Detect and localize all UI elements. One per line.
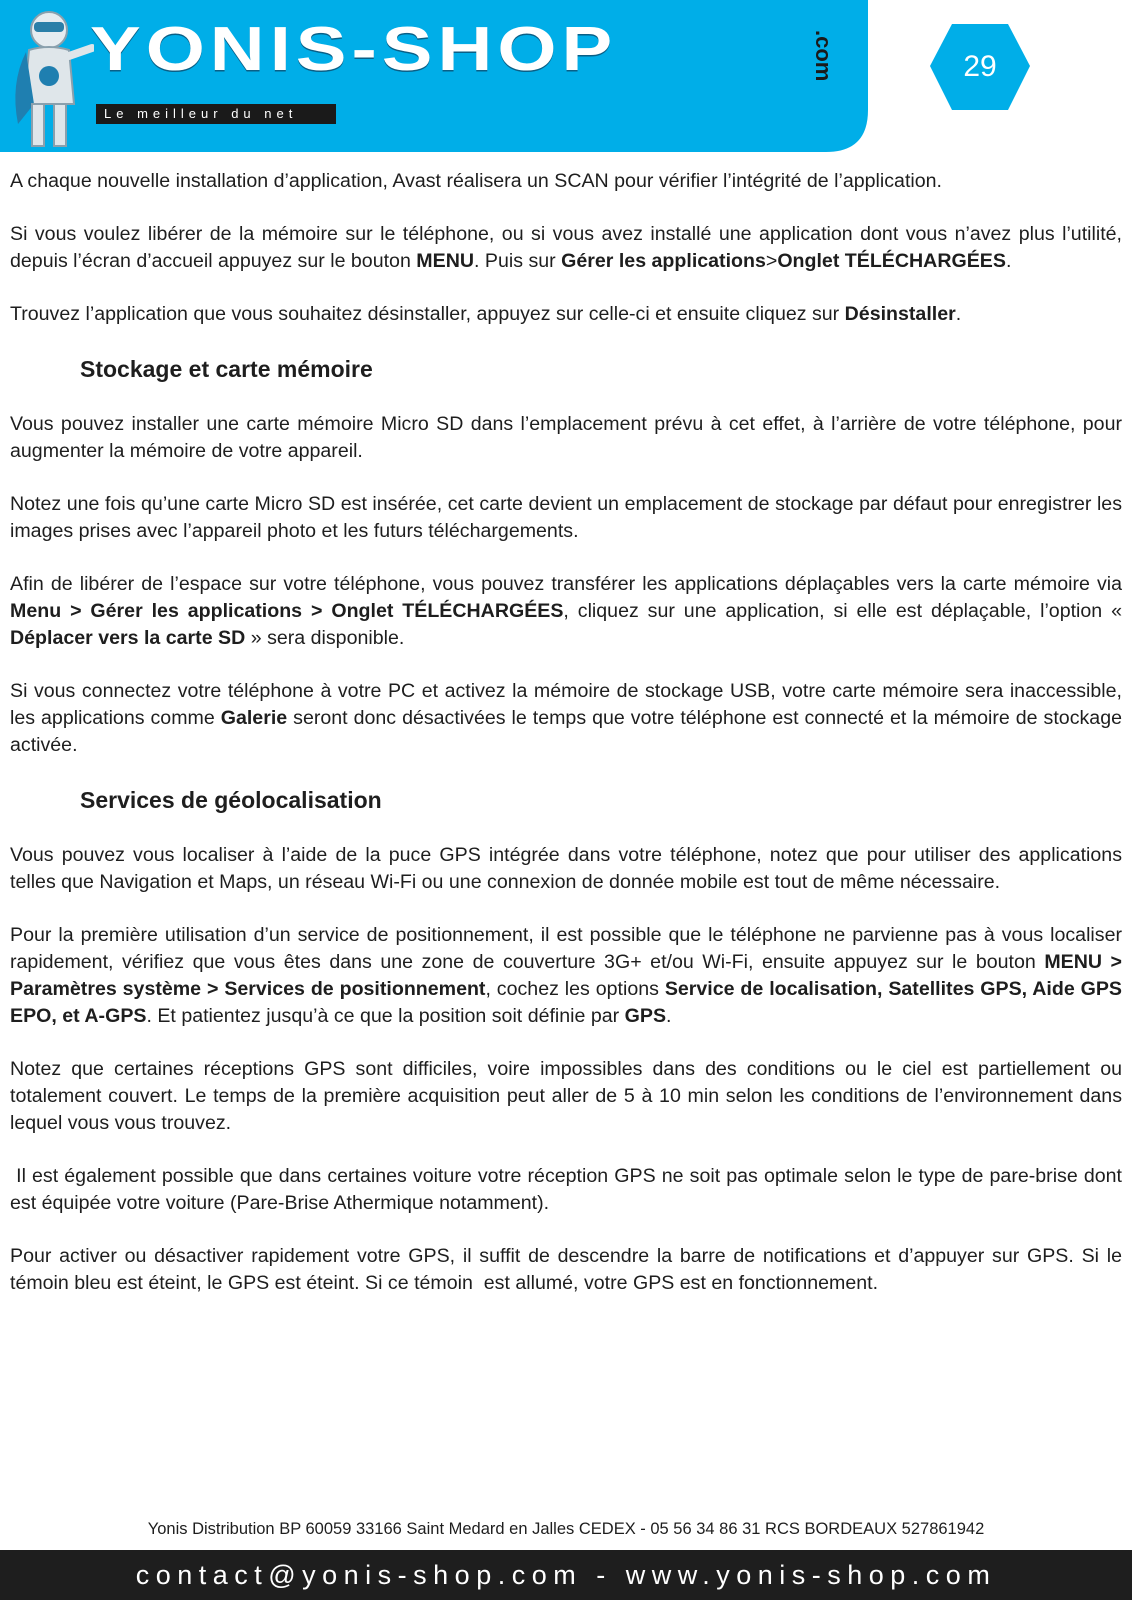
bold-text: MENU [416, 250, 474, 272]
paragraph-text: . [666, 1005, 672, 1027]
bold-text: Onglet TÉLÉCHARGÉES [777, 250, 1006, 272]
section-heading: Services de géolocalisation [80, 787, 382, 813]
paragraph [10, 168, 1122, 195]
bold-text: Déplacer vers la carte SD [10, 627, 246, 649]
paragraph [10, 842, 1122, 896]
brand-logo-text: YONIS-SHOP [90, 14, 618, 84]
paragraph-text: Si vous voulez libérer de la mémoire sur le téléphone, ou si vous avez installé une application dont vous n’avez plus l’utilité, depuis l’écran d’accueil appuyez sur le bouton [10, 223, 1122, 272]
paragraph-text: A chaque nouvelle installation d’application, Avast réalisera un SCAN pour vérifier l’intégrité de l’application. [10, 170, 942, 192]
bold-text: Désinstaller [844, 303, 956, 325]
paragraph-text: , cliquez sur une application, si elle est déplaçable, l’option « [563, 600, 1122, 622]
paragraph-text: Vous pouvez installer une carte mémoire Micro SD dans l’emplacement prévu à cet effet, à l’arrière de votre téléphone, pour augmenter la mémoire de votre appareil. [10, 413, 1122, 462]
bold-text: GPS [624, 1005, 667, 1027]
paragraph-text: Notez que certaines réceptions GPS sont difficiles, voire impossibles dans des conditions ou le ciel est partiellement ou totalement couvert. Le temps de la première acquisition peut aller de 5 à 10 min selon les conditions de l’environnement dans lequel vous vous trouvez. [10, 1058, 1122, 1134]
paragraph-text: . Puis sur [474, 250, 562, 272]
bold-text: Menu > Gérer les applications > Onglet TÉLÉCHARGÉES [10, 600, 564, 622]
paragraph-text: Trouvez l’application que vous souhaitez désinstaller, appuyez sur celle-ci et ensuite cliquez sur [10, 303, 845, 325]
paragraph-text: . Et patientez jusqu’à ce que la position soit définie par [146, 1005, 625, 1027]
bold-text: Service de localisation, Satellites GPS, Aide GPS EPO, et A-GPS [10, 978, 1122, 1027]
paragraph-text: Vous pouvez vous localiser à l’aide de la puce GPS intégrée dans votre téléphone, notez que pour utiliser des applications telles que Navigation et Maps, un réseau Wi-Fi ou une connexion de donnée mobile est tout de même nécessaire. [10, 844, 1122, 893]
paragraph-text: Pour la première utilisation d’un service de positionnement, il est possible que le téléphone ne parvienne pas à vous localiser rapidement, vérifiez que vous êtes dans une zone de couverture 3G+ et/ou Wi-Fi, ensuite appuyez sur le bouton [10, 924, 1122, 973]
paragraph [10, 571, 1122, 652]
bold-text: Galerie [220, 707, 288, 729]
page-number: 29 [963, 50, 997, 83]
paragraph-text: . [1005, 250, 1012, 272]
brand-tagline: Le meilleur du net [96, 104, 336, 124]
paragraph [10, 678, 1122, 759]
paragraph [10, 922, 1122, 1030]
paragraph-text: > [765, 250, 778, 272]
brand-com-text: .com [811, 30, 836, 82]
footer-address: Yonis Distribution BP 60059 33166 Saint Medard en Jalles CEDEX - 05 56 34 86 31 RCS BORDEAUX 527861942 [147, 1520, 985, 1538]
paragraph [10, 411, 1122, 465]
paragraph-text: . [955, 303, 962, 325]
paragraph [10, 491, 1122, 545]
paragraph-text: Notez une fois qu’une carte Micro SD est insérée, cet carte devient un emplacement de stockage par défaut pour enregistrer les images prises avec l’appareil photo et les futurs téléchargements. [10, 493, 1122, 542]
paragraph-text: Afin de libérer de l’espace sur votre téléphone, vous pouvez transférer les applications déplaçables vers la carte mémoire via [10, 573, 1122, 595]
page-header [0, 0, 1132, 160]
bold-text: MENU > Paramètres système > Services de positionnement [10, 951, 1122, 1000]
paragraph-text: , cochez les options [485, 978, 665, 1000]
paragraph-text: Pour activer ou désactiver rapidement votre GPS, il suffit de descendre la barre de notifications et d’appuyer sur GPS. Si le témoin bleu est éteint, le GPS est éteint. Si ce témoin est allumé, votre GPS est en fonctionnement. [10, 1245, 1128, 1294]
document-body [10, 168, 1128, 1323]
mascot-icon [4, 4, 94, 156]
paragraph-text: » sera disponible. [245, 627, 405, 649]
paragraph [10, 1056, 1122, 1137]
paragraph-text: Il est également possible que dans certaines voiture votre réception GPS ne soit pas optimale selon le type de pare-brise dont est équipée votre voiture (Pare-Brise Athermique notamment). [10, 1165, 1128, 1214]
paragraph [10, 1163, 1128, 1217]
paragraph [10, 301, 1122, 328]
paragraph [10, 221, 1122, 275]
paragraph [10, 1243, 1128, 1297]
footer-contact-bar [0, 1550, 1132, 1600]
footer-contact-text: contact@yonis-shop.com - www.yonis-shop.com [135, 1560, 997, 1590]
paragraph-text: Si vous connectez votre téléphone à votre PC et activez la mémoire de stockage USB, votre carte mémoire sera inaccessible, les applications comme [10, 680, 1122, 729]
bold-text: Gérer les applications [561, 250, 766, 272]
section-heading: Stockage et carte mémoire [80, 356, 373, 382]
paragraph-text: seront donc désactivées le temps que votre téléphone est connecté et la mémoire de stockage activée. [10, 707, 1122, 756]
